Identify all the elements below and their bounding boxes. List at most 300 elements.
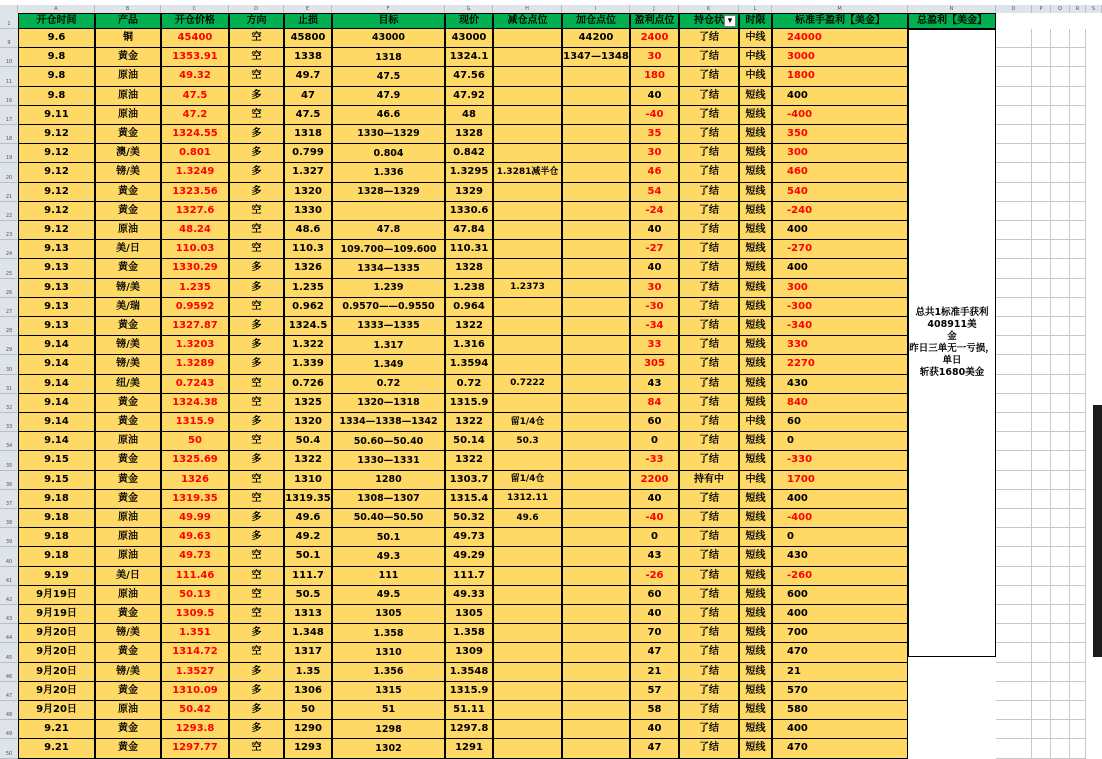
column-header-e[interactable]: E	[284, 5, 332, 13]
cell-reduce-position[interactable]	[493, 643, 562, 662]
cell-time-frame[interactable]: 短线	[739, 163, 772, 182]
cell-target[interactable]: 47.9	[332, 87, 445, 106]
empty-cell[interactable]	[1051, 336, 1070, 355]
empty-cell[interactable]	[996, 221, 1032, 240]
empty-cell[interactable]	[1051, 48, 1070, 67]
cell-position-status[interactable]: 了结	[679, 29, 739, 48]
cell-product[interactable]: 黄金	[95, 202, 161, 221]
empty-cell[interactable]	[1051, 490, 1070, 509]
cell-direction[interactable]: 空	[229, 394, 284, 413]
header-profit-points[interactable]: 盈利点位	[630, 13, 679, 29]
cell-add-position[interactable]	[562, 624, 630, 643]
cell-add-position[interactable]	[562, 451, 630, 470]
empty-cell[interactable]	[1070, 509, 1086, 528]
cell-open-price[interactable]: 1326	[161, 471, 229, 490]
row-number[interactable]: 43	[0, 605, 18, 624]
cell-position-status[interactable]: 了结	[679, 605, 739, 624]
empty-cell[interactable]	[1032, 202, 1051, 221]
cell-reduce-position[interactable]	[493, 567, 562, 586]
cell-open-time[interactable]: 9.14	[18, 375, 95, 394]
cell-add-position[interactable]	[562, 221, 630, 240]
cell-profit-usd[interactable]: 350	[772, 125, 908, 144]
cell-product[interactable]: 黄金	[95, 471, 161, 490]
cell-time-frame[interactable]: 中线	[739, 413, 772, 432]
cell-target[interactable]: 1302	[332, 739, 445, 758]
cell-target[interactable]: 1328—1329	[332, 183, 445, 202]
cell-position-status[interactable]: 了结	[679, 624, 739, 643]
row-number[interactable]: 48	[0, 701, 18, 720]
row-number[interactable]: 28	[0, 317, 18, 336]
cell-open-price[interactable]: 0.7243	[161, 375, 229, 394]
cell-profit-usd[interactable]: -270	[772, 240, 908, 259]
cell-reduce-position[interactable]: 1.3281减半仓	[493, 163, 562, 182]
empty-cell[interactable]	[1070, 567, 1086, 586]
row-number[interactable]: 49	[0, 720, 18, 739]
empty-cell[interactable]	[996, 355, 1032, 374]
cell-current-price[interactable]: 1322	[445, 317, 493, 336]
cell-target[interactable]: 0.72	[332, 375, 445, 394]
empty-cell[interactable]	[1032, 739, 1051, 758]
cell-profit-usd[interactable]: 430	[772, 547, 908, 566]
cell-current-price[interactable]: 1.238	[445, 279, 493, 298]
empty-cell[interactable]	[996, 509, 1032, 528]
cell-add-position[interactable]	[562, 432, 630, 451]
cell-current-price[interactable]: 1305	[445, 605, 493, 624]
empty-cell[interactable]	[1051, 394, 1070, 413]
cell-open-time[interactable]: 9.13	[18, 240, 95, 259]
cell-direction[interactable]: 多	[229, 183, 284, 202]
cell-stop-loss[interactable]: 1.35	[284, 663, 332, 682]
cell-open-price[interactable]: 50.42	[161, 701, 229, 720]
cell-stop-loss[interactable]: 1326	[284, 259, 332, 278]
cell-product[interactable]: 黄金	[95, 48, 161, 67]
cell-current-price[interactable]: 1297.8	[445, 720, 493, 739]
empty-cell[interactable]	[1070, 528, 1086, 547]
cell-product[interactable]: 原油	[95, 221, 161, 240]
empty-cell[interactable]	[996, 394, 1032, 413]
cell-profit-points[interactable]: 2400	[630, 29, 679, 48]
cell-current-price[interactable]: 50.32	[445, 509, 493, 528]
cell-open-price[interactable]: 1314.72	[161, 643, 229, 662]
cell-current-price[interactable]: 1.316	[445, 336, 493, 355]
cell-open-time[interactable]: 9.8	[18, 48, 95, 67]
cell-open-price[interactable]: 1.3289	[161, 355, 229, 374]
empty-cell[interactable]	[996, 48, 1032, 67]
empty-cell[interactable]	[996, 701, 1032, 720]
cell-profit-points[interactable]: 43	[630, 375, 679, 394]
row-number[interactable]: 35	[0, 451, 18, 470]
cell-open-price[interactable]: 1.3249	[161, 163, 229, 182]
cell-add-position[interactable]	[562, 279, 630, 298]
empty-cell[interactable]	[1070, 48, 1086, 67]
cell-add-position[interactable]	[562, 547, 630, 566]
empty-cell[interactable]	[1070, 144, 1086, 163]
cell-reduce-position[interactable]	[493, 259, 562, 278]
cell-direction[interactable]: 空	[229, 586, 284, 605]
cell-time-frame[interactable]: 短线	[739, 394, 772, 413]
cell-stop-loss[interactable]: 1.339	[284, 355, 332, 374]
cell-stop-loss[interactable]: 50.1	[284, 547, 332, 566]
empty-cell[interactable]	[1070, 682, 1086, 701]
cell-open-price[interactable]: 1319.35	[161, 490, 229, 509]
header-product[interactable]: 产品	[95, 13, 161, 29]
cell-current-price[interactable]: 48	[445, 106, 493, 125]
cell-add-position[interactable]	[562, 87, 630, 106]
cell-add-position[interactable]	[562, 298, 630, 317]
empty-cell[interactable]	[1051, 720, 1070, 739]
cell-time-frame[interactable]: 短线	[739, 144, 772, 163]
cell-product[interactable]: 镑/美	[95, 624, 161, 643]
empty-cell[interactable]	[996, 259, 1032, 278]
cell-current-price[interactable]: 49.73	[445, 528, 493, 547]
cell-stop-loss[interactable]: 0.726	[284, 375, 332, 394]
cell-open-time[interactable]: 9.13	[18, 317, 95, 336]
cell-time-frame[interactable]: 短线	[739, 106, 772, 125]
cell-stop-loss[interactable]: 49.6	[284, 509, 332, 528]
row-number[interactable]: 44	[0, 624, 18, 643]
cell-reduce-position[interactable]	[493, 48, 562, 67]
header-profit-usd[interactable]: 标准手盈利【美金】	[772, 13, 908, 29]
cell-profit-points[interactable]: 30	[630, 48, 679, 67]
cell-open-price[interactable]: 1310.09	[161, 682, 229, 701]
cell-profit-points[interactable]: 84	[630, 394, 679, 413]
cell-product[interactable]: 美/日	[95, 567, 161, 586]
cell-add-position[interactable]	[562, 663, 630, 682]
cell-open-price[interactable]: 49.73	[161, 547, 229, 566]
empty-cell[interactable]	[996, 163, 1032, 182]
cell-profit-points[interactable]: -30	[630, 298, 679, 317]
cell-current-price[interactable]: 1330.6	[445, 202, 493, 221]
cell-current-price[interactable]: 1328	[445, 125, 493, 144]
row-number[interactable]: 24	[0, 240, 18, 259]
cell-position-status[interactable]: 了结	[679, 355, 739, 374]
cell-profit-points[interactable]: 60	[630, 586, 679, 605]
cell-open-time[interactable]: 9.12	[18, 221, 95, 240]
cell-profit-usd[interactable]: 470	[772, 643, 908, 662]
empty-cell[interactable]	[996, 663, 1032, 682]
empty-cell[interactable]	[1070, 547, 1086, 566]
empty-cell[interactable]	[1051, 547, 1070, 566]
cell-profit-usd[interactable]: 580	[772, 701, 908, 720]
empty-cell[interactable]	[996, 279, 1032, 298]
empty-cell[interactable]	[1051, 259, 1070, 278]
cell-profit-usd[interactable]: 400	[772, 259, 908, 278]
cell-open-time[interactable]: 9.13	[18, 259, 95, 278]
cell-time-frame[interactable]: 中线	[739, 471, 772, 490]
cell-reduce-position[interactable]	[493, 528, 562, 547]
empty-cell[interactable]	[1051, 29, 1070, 48]
empty-cell[interactable]	[1070, 605, 1086, 624]
cell-reduce-position[interactable]: 50.3	[493, 432, 562, 451]
empty-cell[interactable]	[996, 624, 1032, 643]
empty-cell[interactable]	[1032, 221, 1051, 240]
cell-product[interactable]: 镑/美	[95, 279, 161, 298]
cell-profit-usd[interactable]: 0	[772, 528, 908, 547]
cell-open-time[interactable]: 9.12	[18, 202, 95, 221]
cell-stop-loss[interactable]: 1.322	[284, 336, 332, 355]
cell-reduce-position[interactable]	[493, 739, 562, 758]
cell-add-position[interactable]	[562, 259, 630, 278]
cell-add-position[interactable]	[562, 586, 630, 605]
cell-reduce-position[interactable]	[493, 298, 562, 317]
cell-stop-loss[interactable]: 1.348	[284, 624, 332, 643]
cell-product[interactable]: 澳/美	[95, 144, 161, 163]
empty-cell[interactable]	[996, 375, 1032, 394]
cell-target[interactable]: 46.6	[332, 106, 445, 125]
cell-product[interactable]: 黄金	[95, 259, 161, 278]
cell-add-position[interactable]	[562, 202, 630, 221]
cell-target[interactable]: 50.1	[332, 528, 445, 547]
cell-target[interactable]: 1334—1335	[332, 259, 445, 278]
cell-position-status[interactable]: 了结	[679, 490, 739, 509]
cell-time-frame[interactable]: 短线	[739, 547, 772, 566]
cell-stop-loss[interactable]: 50.5	[284, 586, 332, 605]
cell-target[interactable]: 47.5	[332, 67, 445, 86]
cell-profit-points[interactable]: 40	[630, 490, 679, 509]
empty-cell[interactable]	[996, 413, 1032, 432]
cell-profit-usd[interactable]: 400	[772, 720, 908, 739]
empty-cell[interactable]	[1070, 317, 1086, 336]
cell-position-status[interactable]: 了结	[679, 48, 739, 67]
cell-direction[interactable]: 空	[229, 202, 284, 221]
cell-time-frame[interactable]: 短线	[739, 490, 772, 509]
cell-profit-points[interactable]: 47	[630, 739, 679, 758]
cell-open-price[interactable]: 49.32	[161, 67, 229, 86]
cell-open-time[interactable]: 9月19日	[18, 605, 95, 624]
cell-open-price[interactable]: 1.3527	[161, 663, 229, 682]
cell-position-status[interactable]: 了结	[679, 720, 739, 739]
cell-product[interactable]: 黄金	[95, 413, 161, 432]
row-number[interactable]: 38	[0, 509, 18, 528]
cell-open-time[interactable]: 9.13	[18, 279, 95, 298]
empty-cell[interactable]	[1051, 413, 1070, 432]
cell-open-time[interactable]: 9.6	[18, 29, 95, 48]
empty-cell[interactable]	[1032, 567, 1051, 586]
row-number[interactable]: 23	[0, 221, 18, 240]
column-header-f[interactable]: F	[332, 5, 445, 13]
cell-direction[interactable]: 空	[229, 471, 284, 490]
row-number[interactable]: 50	[0, 739, 18, 758]
cell-current-price[interactable]: 1.3548	[445, 663, 493, 682]
cell-product[interactable]: 铜	[95, 29, 161, 48]
cell-open-price[interactable]: 1330.29	[161, 259, 229, 278]
cell-target[interactable]: 109.700—109.600	[332, 240, 445, 259]
cell-stop-loss[interactable]: 1313	[284, 605, 332, 624]
cell-reduce-position[interactable]: 1312.11	[493, 490, 562, 509]
cell-direction[interactable]: 空	[229, 643, 284, 662]
cell-profit-usd[interactable]: -340	[772, 317, 908, 336]
cell-open-time[interactable]: 9月19日	[18, 586, 95, 605]
empty-cell[interactable]	[1070, 720, 1086, 739]
empty-cell[interactable]	[1070, 413, 1086, 432]
empty-cell[interactable]	[1070, 739, 1086, 758]
empty-cell[interactable]	[1070, 490, 1086, 509]
empty-cell[interactable]	[1070, 259, 1086, 278]
cell-profit-usd[interactable]: 400	[772, 87, 908, 106]
cell-open-price[interactable]: 50	[161, 432, 229, 451]
cell-product[interactable]: 原油	[95, 701, 161, 720]
cell-current-price[interactable]: 47.92	[445, 87, 493, 106]
cell-profit-usd[interactable]: 460	[772, 163, 908, 182]
cell-time-frame[interactable]: 短线	[739, 663, 772, 682]
empty-cell[interactable]	[996, 432, 1032, 451]
vertical-scrollbar[interactable]	[1093, 405, 1102, 657]
row-number[interactable]: 39	[0, 528, 18, 547]
cell-reduce-position[interactable]	[493, 106, 562, 125]
cell-direction[interactable]: 多	[229, 663, 284, 682]
empty-cell[interactable]	[1032, 67, 1051, 86]
cell-position-status[interactable]: 了结	[679, 87, 739, 106]
cell-position-status[interactable]: 了结	[679, 183, 739, 202]
empty-cell[interactable]	[1070, 586, 1086, 605]
empty-cell[interactable]	[1032, 490, 1051, 509]
cell-direction[interactable]: 多	[229, 87, 284, 106]
cell-direction[interactable]: 多	[229, 720, 284, 739]
cell-time-frame[interactable]: 短线	[739, 259, 772, 278]
cell-direction[interactable]: 多	[229, 317, 284, 336]
cell-current-price[interactable]: 1315.9	[445, 682, 493, 701]
header-target[interactable]: 目标	[332, 13, 445, 29]
cell-direction[interactable]: 空	[229, 547, 284, 566]
cell-profit-points[interactable]: 47	[630, 643, 679, 662]
empty-cell[interactable]	[996, 336, 1032, 355]
empty-cell[interactable]	[996, 720, 1032, 739]
column-header-m[interactable]: M	[772, 5, 908, 13]
column-header-l[interactable]: L	[739, 5, 772, 13]
empty-cell[interactable]	[996, 87, 1032, 106]
cell-target[interactable]: 50.40—50.50	[332, 509, 445, 528]
cell-direction[interactable]: 多	[229, 355, 284, 374]
cell-product[interactable]: 镑/美	[95, 336, 161, 355]
cell-open-time[interactable]: 9.18	[18, 490, 95, 509]
row-number[interactable]: 46	[0, 663, 18, 682]
cell-open-price[interactable]: 0.9592	[161, 298, 229, 317]
cell-target[interactable]: 0.9570——0.9550	[332, 298, 445, 317]
cell-add-position[interactable]	[562, 643, 630, 662]
cell-stop-loss[interactable]: 111.7	[284, 567, 332, 586]
cell-direction[interactable]: 空	[229, 240, 284, 259]
cell-direction[interactable]: 多	[229, 336, 284, 355]
cell-direction[interactable]: 空	[229, 221, 284, 240]
cell-time-frame[interactable]: 短线	[739, 317, 772, 336]
empty-cell[interactable]	[1070, 202, 1086, 221]
cell-current-price[interactable]: 49.33	[445, 586, 493, 605]
column-header-k[interactable]: K	[679, 5, 739, 13]
cell-target[interactable]	[332, 202, 445, 221]
cell-target[interactable]: 1310	[332, 643, 445, 662]
cell-current-price[interactable]: 1324.1	[445, 48, 493, 67]
cell-profit-usd[interactable]: 300	[772, 144, 908, 163]
empty-cell[interactable]	[1051, 701, 1070, 720]
row-number[interactable]: 16	[0, 87, 18, 106]
cell-time-frame[interactable]: 短线	[739, 739, 772, 758]
cell-stop-loss[interactable]: 48.6	[284, 221, 332, 240]
cell-target[interactable]: 1280	[332, 471, 445, 490]
cell-reduce-position[interactable]	[493, 547, 562, 566]
cell-direction[interactable]: 多	[229, 528, 284, 547]
cell-profit-points[interactable]: 60	[630, 413, 679, 432]
cell-current-price[interactable]: 0.964	[445, 298, 493, 317]
empty-cell[interactable]	[1070, 471, 1086, 490]
row-number[interactable]: 34	[0, 432, 18, 451]
cell-current-price[interactable]: 1309	[445, 643, 493, 662]
empty-cell[interactable]	[1051, 451, 1070, 470]
cell-open-price[interactable]: 1324.55	[161, 125, 229, 144]
cell-position-status[interactable]: 了结	[679, 567, 739, 586]
cell-product[interactable]: 黄金	[95, 739, 161, 758]
header-time-frame[interactable]: 时限	[739, 13, 772, 29]
cell-open-time[interactable]: 9.14	[18, 413, 95, 432]
cell-current-price[interactable]: 1291	[445, 739, 493, 758]
row-number[interactable]: 18	[0, 125, 18, 144]
cell-product[interactable]: 美/瑞	[95, 298, 161, 317]
cell-open-price[interactable]: 49.63	[161, 528, 229, 547]
empty-cell[interactable]	[996, 240, 1032, 259]
cell-add-position[interactable]	[562, 605, 630, 624]
empty-cell[interactable]	[1070, 29, 1086, 48]
empty-cell[interactable]	[1032, 48, 1051, 67]
empty-cell[interactable]	[996, 106, 1032, 125]
empty-cell[interactable]	[1051, 202, 1070, 221]
cell-time-frame[interactable]: 短线	[739, 528, 772, 547]
cell-time-frame[interactable]: 短线	[739, 682, 772, 701]
cell-add-position[interactable]	[562, 471, 630, 490]
row-number[interactable]: 45	[0, 643, 18, 662]
cell-profit-usd[interactable]: 430	[772, 375, 908, 394]
cell-stop-loss[interactable]: 110.3	[284, 240, 332, 259]
select-all-corner[interactable]	[0, 5, 18, 13]
empty-cell[interactable]	[1032, 29, 1051, 48]
empty-cell[interactable]	[1032, 413, 1051, 432]
cell-profit-points[interactable]: 35	[630, 125, 679, 144]
cell-profit-points[interactable]: 70	[630, 624, 679, 643]
cell-direction[interactable]: 多	[229, 259, 284, 278]
cell-current-price[interactable]: 0.842	[445, 144, 493, 163]
cell-add-position[interactable]: 1347—1348	[562, 48, 630, 67]
cell-product[interactable]: 纽/美	[95, 375, 161, 394]
cell-direction[interactable]: 多	[229, 509, 284, 528]
empty-cell[interactable]	[1032, 471, 1051, 490]
cell-open-price[interactable]: 45400	[161, 29, 229, 48]
cell-add-position[interactable]: 44200	[562, 29, 630, 48]
cell-reduce-position[interactable]	[493, 67, 562, 86]
empty-cell[interactable]	[1051, 221, 1070, 240]
cell-target[interactable]: 1318	[332, 48, 445, 67]
cell-profit-points[interactable]: 30	[630, 279, 679, 298]
column-header-h[interactable]: H	[493, 5, 562, 13]
cell-profit-usd[interactable]: -300	[772, 298, 908, 317]
cell-position-status[interactable]: 了结	[679, 125, 739, 144]
row-number[interactable]: 47	[0, 682, 18, 701]
cell-position-status[interactable]: 了结	[679, 682, 739, 701]
empty-cell[interactable]	[996, 125, 1032, 144]
cell-current-price[interactable]: 1303.7	[445, 471, 493, 490]
cell-direction[interactable]: 多	[229, 144, 284, 163]
cell-open-price[interactable]: 47.2	[161, 106, 229, 125]
cell-profit-points[interactable]: 2200	[630, 471, 679, 490]
header-reduce-position[interactable]: 减仓点位	[493, 13, 562, 29]
cell-stop-loss[interactable]: 1318	[284, 125, 332, 144]
empty-cell[interactable]	[1051, 375, 1070, 394]
cell-profit-usd[interactable]: 60	[772, 413, 908, 432]
cell-product[interactable]: 镑/美	[95, 163, 161, 182]
cell-product[interactable]: 美/日	[95, 240, 161, 259]
empty-cell[interactable]	[1051, 279, 1070, 298]
cell-open-time[interactable]: 9.15	[18, 451, 95, 470]
empty-cell[interactable]	[996, 317, 1032, 336]
column-header-n[interactable]: N	[908, 5, 996, 13]
empty-cell[interactable]	[996, 605, 1032, 624]
